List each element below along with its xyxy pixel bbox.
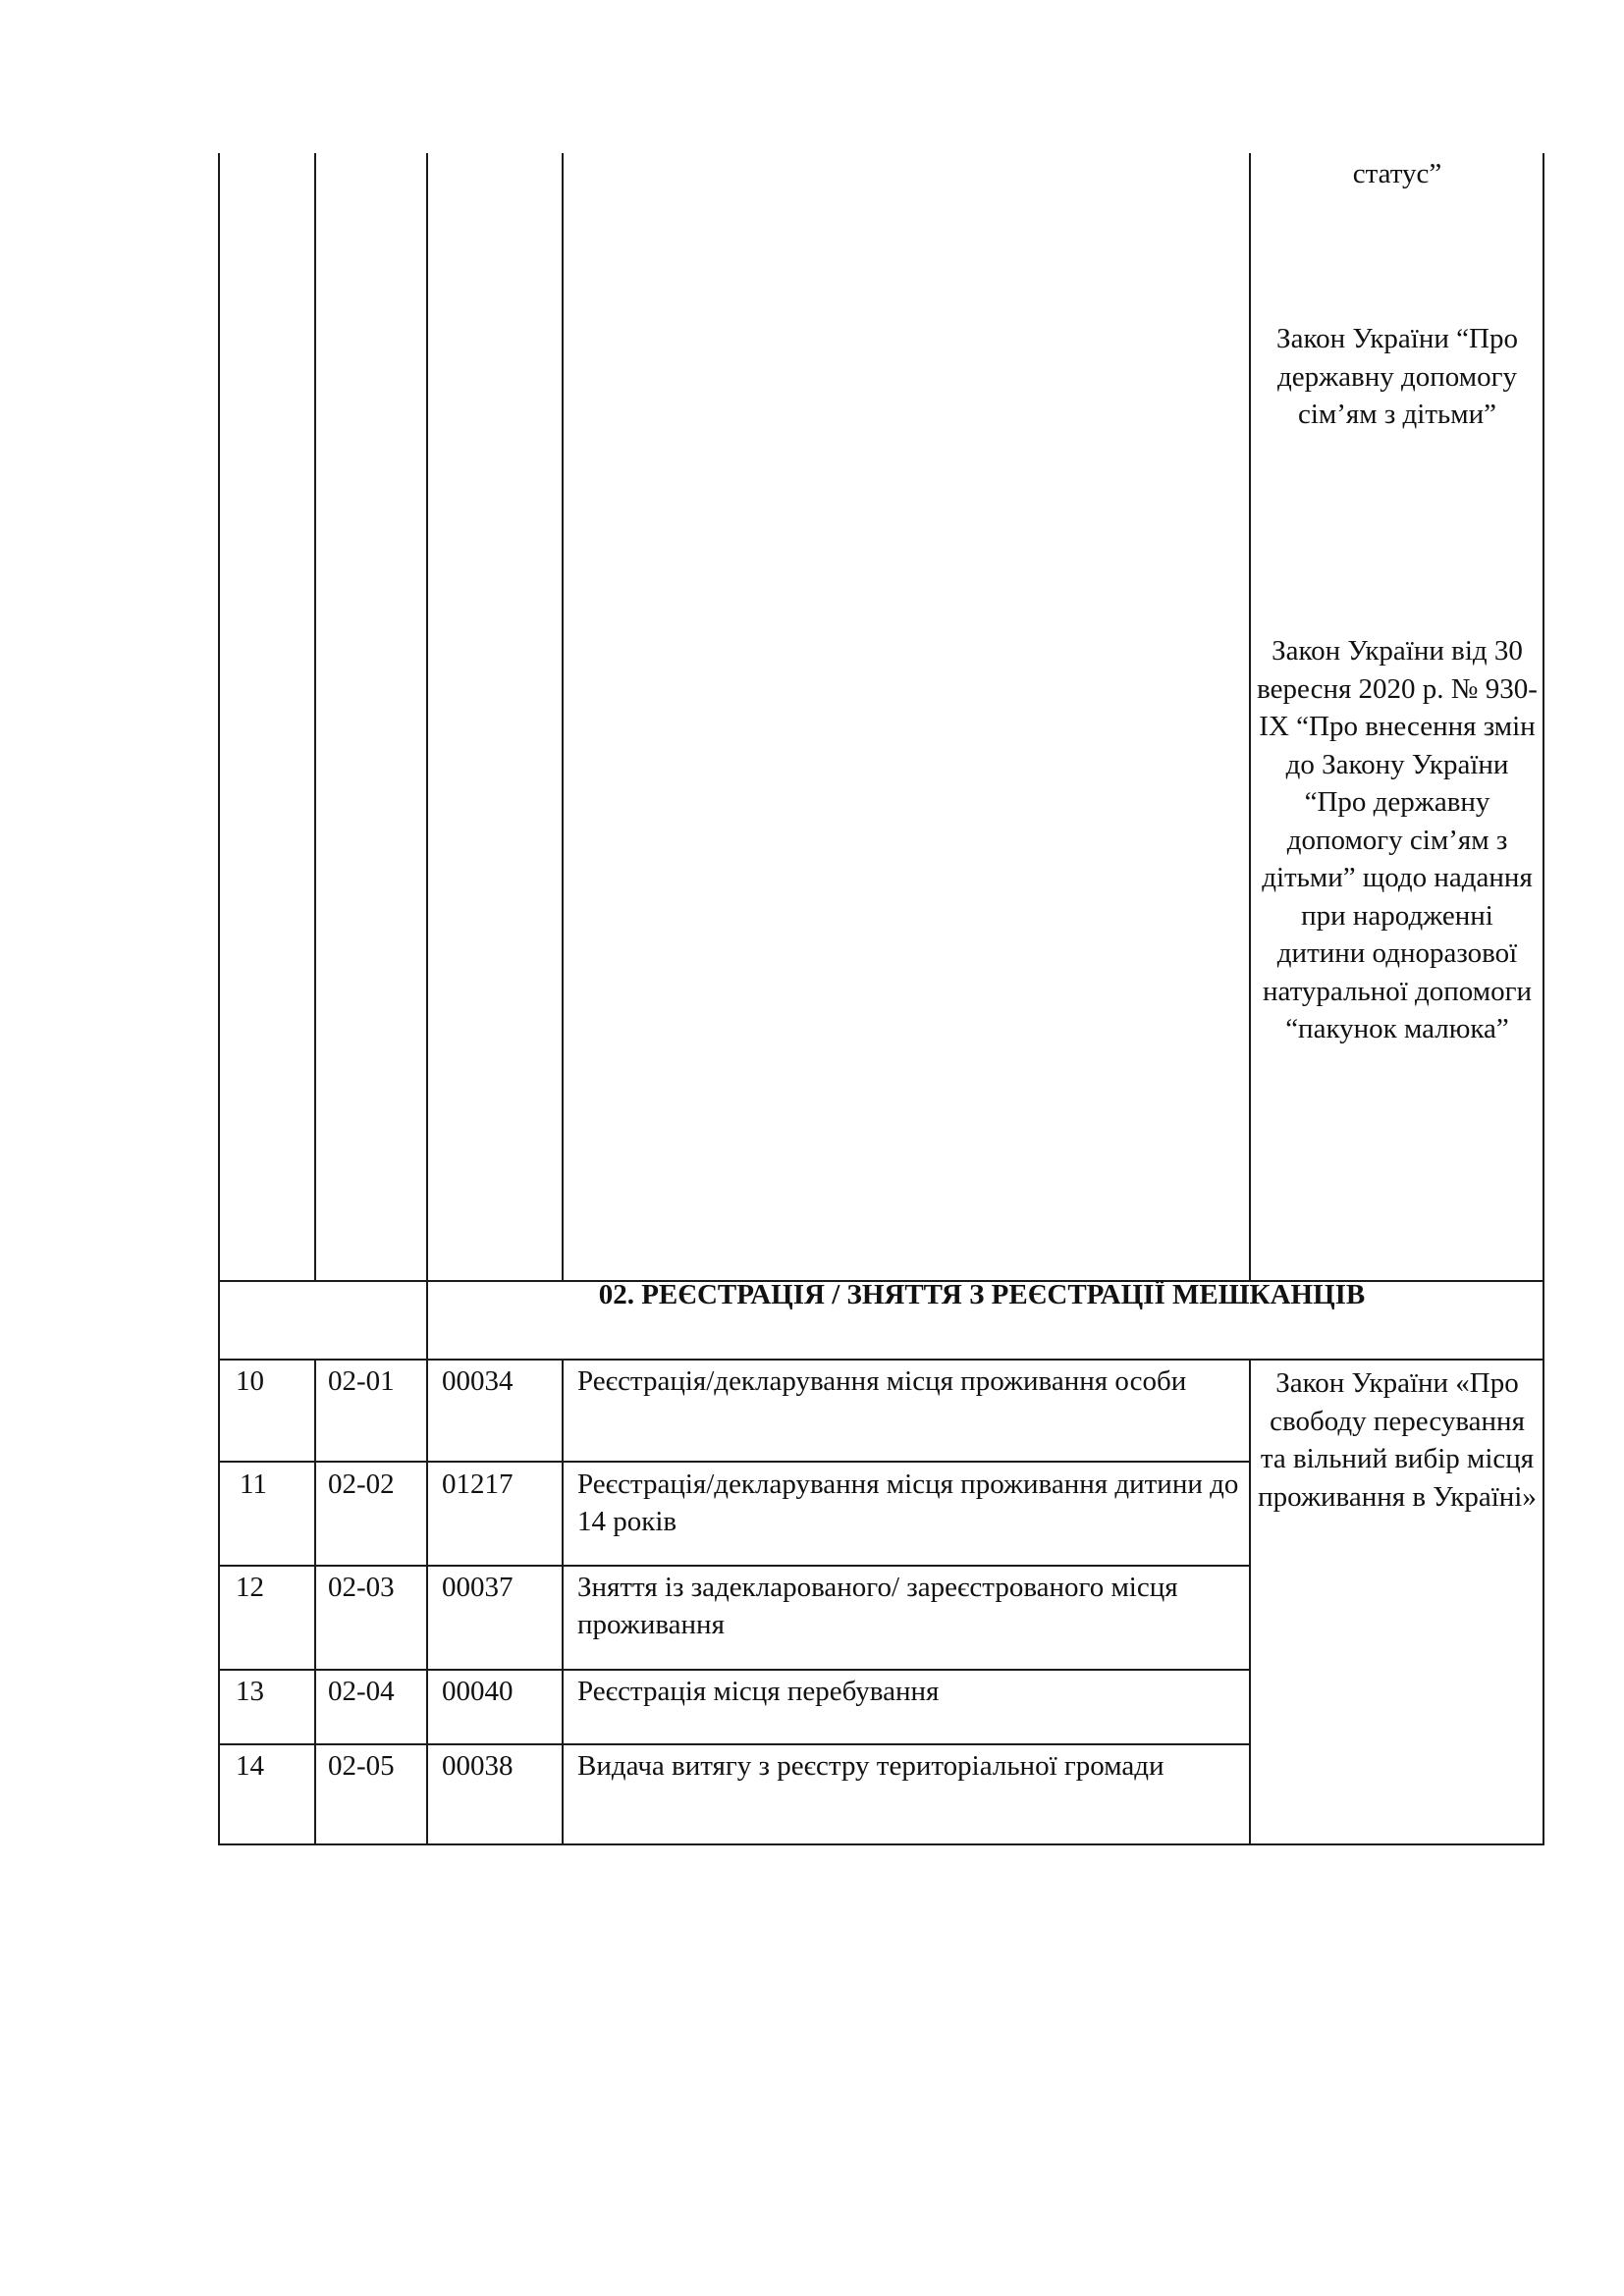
table-col-divider-1 — [314, 153, 316, 1280]
row-number: 10 — [236, 1365, 264, 1397]
row-service-id: 01217 — [442, 1468, 514, 1500]
row-number: 13 — [236, 1676, 264, 1707]
row-number: 12 — [236, 1572, 264, 1603]
section-row-bottom-border — [218, 1359, 1544, 1361]
row-number: 14 — [236, 1750, 264, 1782]
table-col-divider-3 — [562, 153, 564, 1280]
row-13-bottom-border — [218, 1743, 1251, 1745]
table-col-divider-1-lower — [314, 1361, 316, 1845]
table-border-left — [218, 153, 220, 1845]
table-col-divider-4 — [1249, 153, 1251, 1280]
row-service-id: 00040 — [442, 1676, 514, 1707]
row-service-name: Зняття із задекларованого/ зареєстрованого місця проживання — [577, 1572, 1178, 1640]
row-service-id: 00037 — [442, 1572, 514, 1603]
row-service-name: Реєстрація місця перебування — [577, 1676, 940, 1707]
row-11-bottom-border — [218, 1565, 1251, 1567]
legal-basis-baby-package-law: Закон України від 30 вересня 2020 р. № 930-IX “Про внесення змін до Закону України “Про державну допомогу сім’ям з дітьми” щодо надання при народженні дитини одноразової натуральної допомоги “пакунок малюка” — [1257, 635, 1538, 1044]
legal-basis-continuation: статус” — [1352, 158, 1442, 189]
section-legal-basis: Закон України «Про свободу пересування та вільний вибір місця проживання в Україні» — [1258, 1367, 1537, 1513]
row-12-bottom-border — [218, 1669, 1251, 1671]
row-code: 02-05 — [328, 1750, 395, 1782]
row-service-name: Реєстрація/декларування місця проживання дитини до 14 років — [577, 1468, 1239, 1537]
table-col-divider-4-lower — [1249, 1361, 1251, 1845]
row-service-id: 00034 — [442, 1365, 514, 1397]
row-service-name: Видача витягу з реєстру територіальної громади — [577, 1750, 1164, 1782]
table-col-divider-3-lower — [562, 1361, 564, 1845]
row-code: 02-01 — [328, 1365, 395, 1397]
row-code: 02-04 — [328, 1676, 395, 1707]
row-10-bottom-border — [218, 1461, 1251, 1463]
row-code: 02-02 — [328, 1468, 395, 1500]
row-number: 11 — [240, 1468, 267, 1500]
section-title: 02. РЕЄСТРАЦІЯ / ЗНЯТТЯ З РЕЄСТРАЦІЇ МЕШКАНЦІВ — [598, 1279, 1366, 1310]
table-col-divider-2 — [426, 153, 428, 1845]
legal-basis-family-aid-law: Закон України “Про державну допомогу сім’ям з дітьми” — [1276, 323, 1518, 430]
table-border-right — [1543, 153, 1544, 1845]
row-service-id: 00038 — [442, 1750, 514, 1782]
table-bottom-border — [218, 1843, 1544, 1845]
row-service-name: Реєстрація/декларування місця проживання особи — [577, 1365, 1187, 1397]
row-code: 02-03 — [328, 1572, 395, 1603]
